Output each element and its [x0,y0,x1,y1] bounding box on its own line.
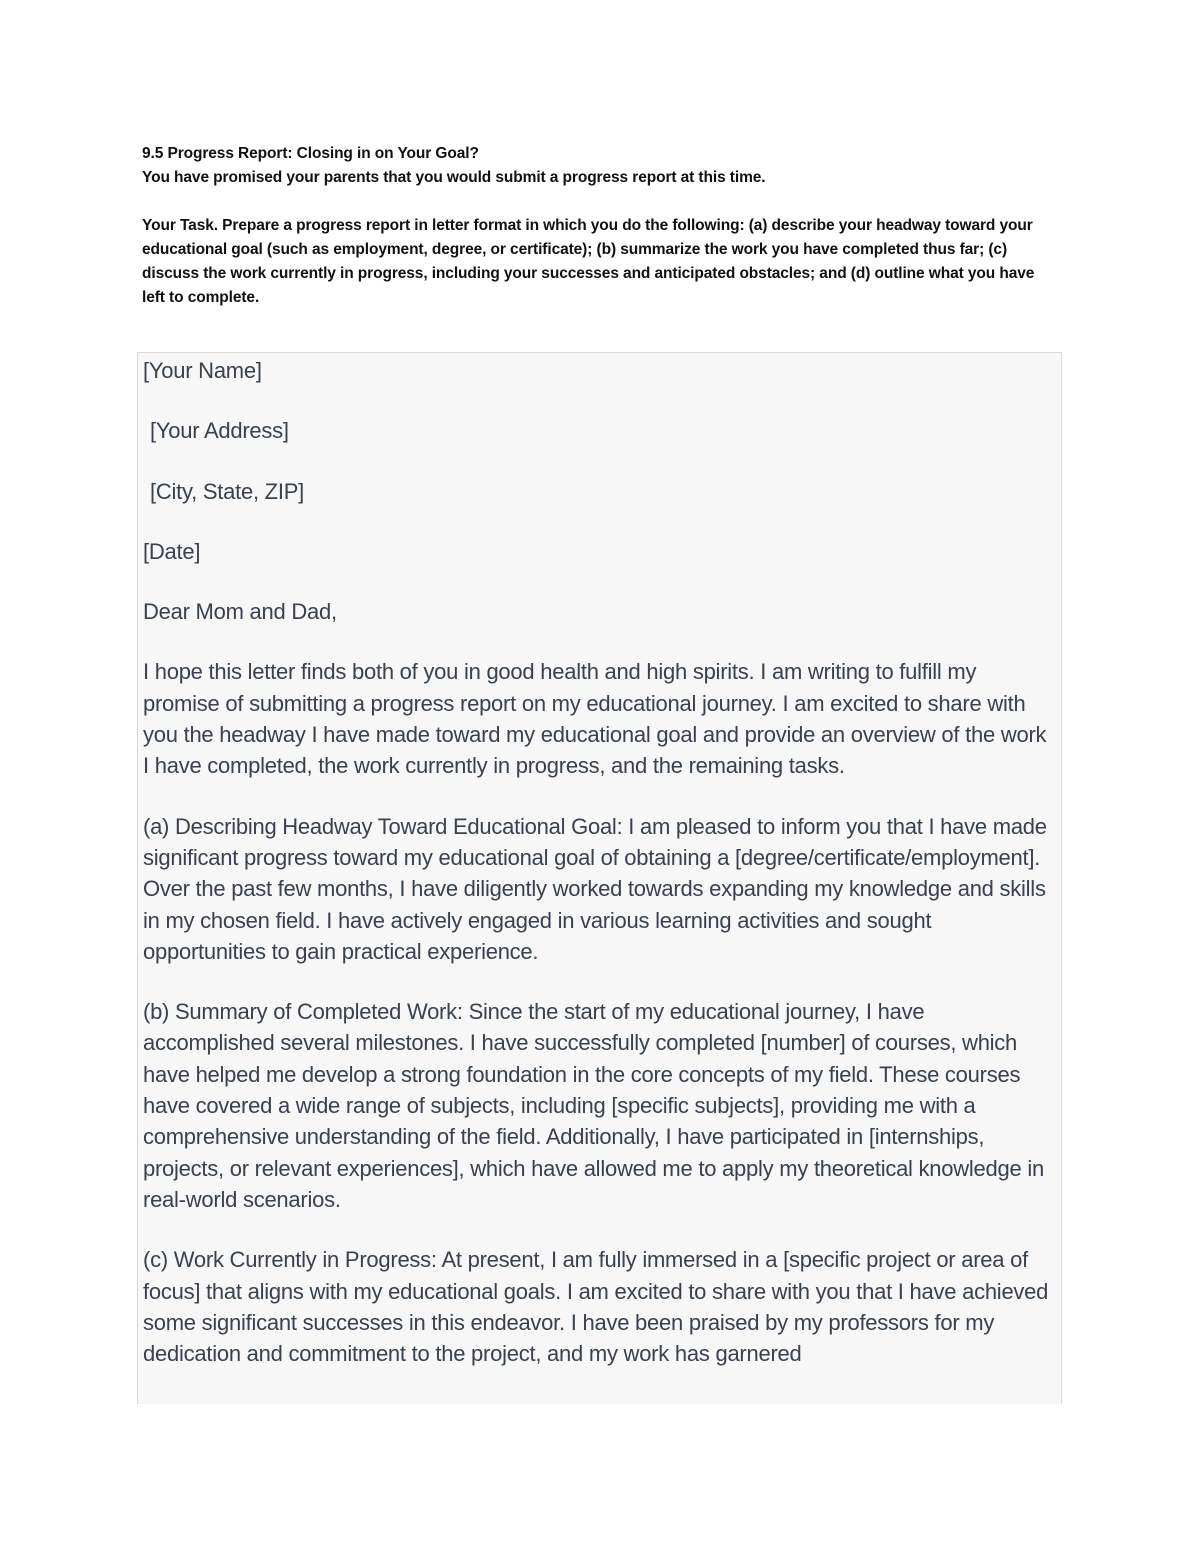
letter-paragraph-headway: (a) Describing Headway Toward Educational Goal: I am pleased to inform you that I have made significant progress toward my educational goal of obtaining a [degree/certificate/employment]. Over the past few months, I have diligently worked towards expanding my knowledge and skills in my chosen field. I have actively engaged in various learning activities and sought opportunities to gain practical experience. [143,813,1047,964]
letter-sender-name: [Your Name] [143,358,262,383]
assignment-prompt [142,142,1042,310]
letter-sender-address: [Your Address] [150,418,289,444]
letter-sender-city-state-zip: [City, State, ZIP] [150,478,305,504]
letter-date: [Date] [143,538,201,564]
letter-paragraph-completed-work: (b) Summary of Completed Work: Since the start of my educational journey, I have accomplished several milestones. I have successfully completed [number] of courses, which have helped me develop a strong foundation in the core concepts of my field. These courses have covered a wide range of subjects, including [specific subjects], providing me with a comprehensive understanding of the field. Additionally, I have participated in [internships, projects, or relevant experiences], which have allowed me to apply my theoretical knowledge in real-world scenarios. [143,999,1044,1212]
assignment-intro: You have promised your parents that you would submit a progress report at this time. [142,169,766,186]
assignment-task: Your Task. Prepare a progress report in letter format in which you do the following: (a) describe your headway toward your educational goal (such as employment, degree, or certificate); (b) summarize the work you have completed thus far; (c) discuss the work currently in progress, including your successes and anticipated obstacles; and (d) outline what you have left to complete. [142,217,1035,306]
assignment-title: 9.5 Progress Report: Closing in on Your Goal? [142,145,479,162]
letter-response-box [137,352,1062,1404]
letter-salutation: Dear Mom and Dad, [143,599,337,625]
letter-paragraph-work-in-progress: (c) Work Currently in Progress: At present, I am fully immersed in a [specific project or area of focus] that aligns with my educational goals. I am excited to share with you that I have achieved some significant successes in this endeavor. I have been praised by my professors for my dedication and commitment to the project, and my work has garnered [143,1247,1049,1367]
letter-paragraph-intro: I hope this letter finds both of you in good health and high spirits. I am writing to fulfill my promise of submitting a progress report on my educational journey. I am excited to share with you the headway I have made toward my educational goal and provide an overview of the work I have completed, the work currently in progress, and the remaining tasks. [143,659,1047,779]
